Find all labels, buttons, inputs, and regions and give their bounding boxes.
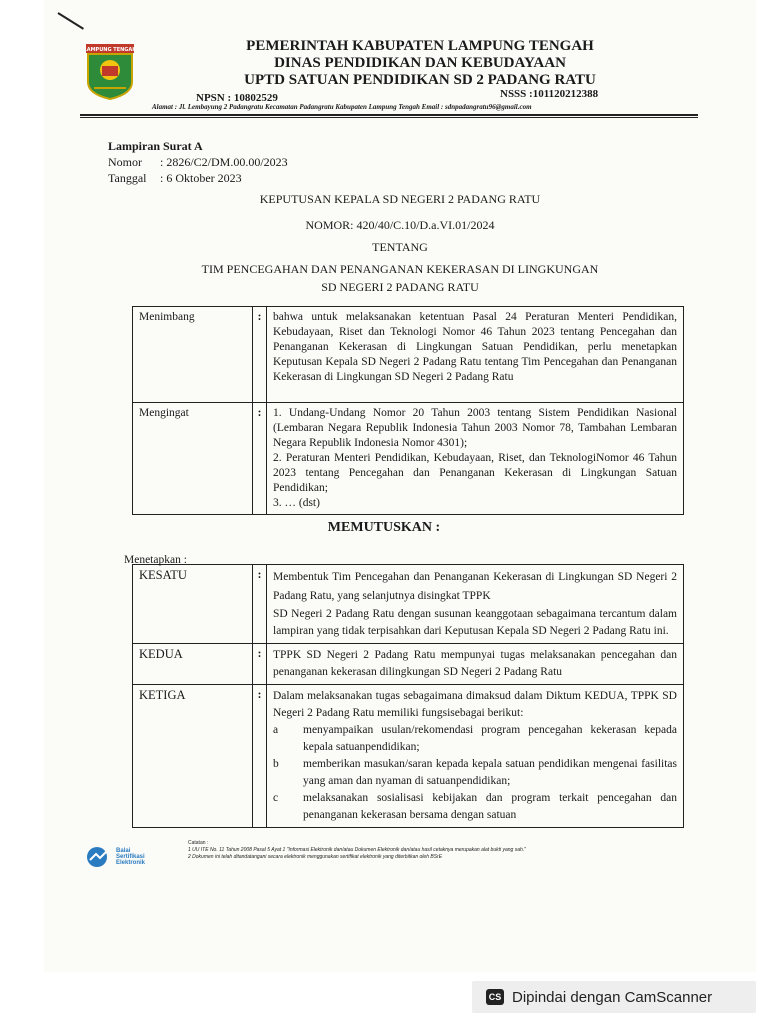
colon: : xyxy=(253,307,267,403)
colon: : xyxy=(253,565,267,644)
note-2: 2 Dokumen ini telah ditandatangani secara elektronik menggunakan sertifikat elektronik yang diterbitkan oleh BSrE xyxy=(188,854,443,860)
memutuskan-heading: MEMUTUSKAN : xyxy=(327,520,441,535)
colon: : xyxy=(253,403,267,515)
nomor-label: Nomor xyxy=(108,155,142,169)
lampung-tengah-logo-icon xyxy=(84,44,136,100)
tanggal-label: Tanggal xyxy=(108,171,147,185)
camscanner-icon: CS xyxy=(486,989,504,1005)
menimbang-label: Menimbang xyxy=(133,307,253,403)
considerations-table xyxy=(132,306,684,515)
letterhead-rule-thin xyxy=(80,117,698,118)
menetapkan-label: Menetapkan : xyxy=(124,554,187,566)
letterhead-rule xyxy=(80,114,698,116)
tentang-label: TENTANG xyxy=(372,240,428,254)
decisions-table xyxy=(132,564,684,828)
letterhead xyxy=(150,38,690,89)
attachment-info xyxy=(108,138,288,186)
mengingat-label: Mengingat xyxy=(133,403,253,515)
attachment-title: Lampiran Surat A xyxy=(108,139,203,153)
menimbang-text: bahwa untuk melaksanakan ketentuan Pasal 24 Peraturan Menteri Pendidikan, Kebudayaan, Riset dan Teknologi Nomor 46 Tahun 2023 tentang Pencegahan dan Penanganan Kekerasan di Lingkungan Satuan Pendidikan, perlu menetapkan Keputusan Kepala SD Negeri 2 Padang Ratu tentang Tim Pencegahan dan Penanganan Kekerasan di Lingkungan SD Negeri 2 Padang Ratu xyxy=(267,307,684,403)
decree-subject-line-2: SD NEGERI 2 PADANG RATU xyxy=(321,280,479,294)
bsre-text: Balai Sertifikasi Elektronik xyxy=(116,848,146,866)
table-row xyxy=(133,685,684,828)
decree-subject-line-1: TIM PENCEGAHAN DAN PENANGANAN KEKERASAN DI LINGKUNGAN xyxy=(201,262,599,276)
kesatu-paragraph-1: Membentuk Tim Pencegahan dan Penanganan Kekerasan di Lingkungan SD Negeri 2 Padang Ratu, yang selanjutnya disingkat TPPK xyxy=(273,571,677,602)
table-row xyxy=(133,403,684,515)
decree-number: NOMOR: 420/40/C.10/D.a.VI.01/2024 xyxy=(305,218,495,232)
letterhead-line-3: UPTD SATUAN PENDIDIKAN SD 2 PADANG RATU xyxy=(244,72,596,88)
list-item: 2. Peraturan Menteri Pendidikan, Kebudayaan, Riset, dan TeknologiNomor 46 Tahun 2023 tentang Pencegahan dan Penanganan Kekerasan di Lingkungan Satuan Pendidikan; xyxy=(273,452,677,494)
kedua-text: TPPK SD Negeri 2 Padang Ratu mempunyai tugas melaksanakan pencegahan dan penanganan kekerasan dilingkungan SD Negeri 2 Padang Ratu xyxy=(267,644,684,685)
table-row xyxy=(133,307,684,403)
npsn: NPSN : 10802529 xyxy=(196,92,278,104)
mengingat-list xyxy=(267,403,684,515)
kesatu-label: KESATU xyxy=(133,565,253,644)
nsss: NSSS :101120212388 xyxy=(500,88,599,100)
kesatu-paragraph-2: SD Negeri 2 Padang Ratu dengan susunan keanggotaan sebagaimana tercantum dalam lampiran yang tidak terpisahkan dari Keputusan Kepala SD Negeri 2 Padang Ratu ini. xyxy=(273,608,677,637)
decree-title: KEPUTUSAN KEPALA SD NEGERI 2 PADANG RATU xyxy=(259,192,541,206)
address: Alamat : Jl. Lembayung 2 Padangratu Kecamatan Padangratu Kabupaten Lampung Tengah Email : sdnpadangratu96@gmail.com xyxy=(152,103,532,111)
list-item: 3. … (dst) xyxy=(273,497,320,509)
kedua-label: KEDUA xyxy=(133,644,253,685)
nomor-value: : 2826/C2/DM.00.00/2023 xyxy=(160,155,288,169)
kesatu-text xyxy=(267,565,684,644)
svg-text:LAMPUNG TENGAH: LAMPUNG TENGAH xyxy=(84,47,136,53)
letterhead-line-1: PEMERINTAH KABUPATEN LAMPUNG TENGAH xyxy=(246,38,594,54)
list-item: a menyampaikan usulan/rekomendasi program pencegahan kekerasan kepada kepala satuanpendidikan; xyxy=(273,724,677,753)
colon: : xyxy=(253,644,267,685)
ketiga-label: KETIGA xyxy=(133,685,253,828)
letterhead-line-2: DINAS PENDIDIKAN DAN KEBUDAYAAN xyxy=(274,55,566,71)
camscanner-watermark xyxy=(472,981,756,1013)
tanggal-value: : 6 Oktober 2023 xyxy=(160,171,242,185)
bsre-logo xyxy=(84,846,145,868)
footer-notes xyxy=(188,840,708,861)
colon: : xyxy=(253,685,267,828)
catatan-label: Catatan : xyxy=(188,840,209,846)
camscanner-text: Dipindai dengan CamScanner xyxy=(512,988,713,1006)
table-row xyxy=(133,565,684,644)
table-row xyxy=(133,644,684,685)
list-item: 1. Undang-Undang Nomor 20 Tahun 2003 tentang Sistem Pendidikan Nasional (Lembaran Negara Republik Indonesia Tahun 2003 Nomor 78, Tambahan Lembaran Negara Republik Indonesia Nomor 4301); xyxy=(273,407,677,449)
list-item: b memberikan masukan/saran kepada kepala satuan pendidikan mengenai fasilitas yang aman dan nyaman di satuanpendidikan; xyxy=(273,758,677,787)
bsre-icon xyxy=(84,846,114,868)
note-1: 1 UU ITE No. 11 Tahun 2008 Pasal 5 Ayat 1 "Informasi Elektronik dan/atau Dokumen Elektronik dan/atau hasil cetaknya merupakan alat bukti yang sah." xyxy=(188,847,526,853)
ketiga-paragraph: Dalam melaksanakan tugas sebagaimana dimaksud dalam Diktum KEDUA, TPPK SD Negeri 2 Padang Ratu memiliki fungsisebagai berikut: xyxy=(273,690,677,719)
list-item: c melaksanakan sosialisasi kebijakan dan program terkait pencegahan dan penanganan kekerasan bersama dengan satuan xyxy=(273,792,677,821)
ketiga-text xyxy=(267,685,684,828)
